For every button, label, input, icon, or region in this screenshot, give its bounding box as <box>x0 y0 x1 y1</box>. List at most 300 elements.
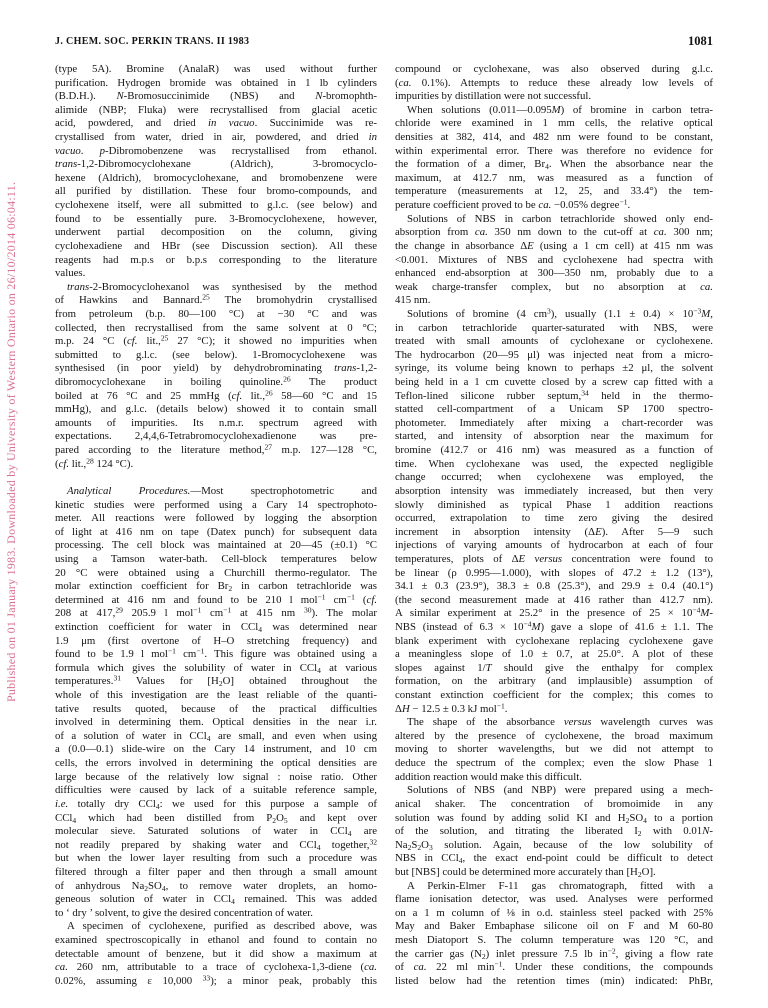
text-run: densities at 382, 414, and 482 nm were found to be constant, <box>395 131 713 144</box>
line-content <box>55 294 377 306</box>
page-number: 1081 <box>688 34 713 48</box>
paragraph <box>55 920 377 988</box>
subscript: 4 <box>458 856 463 866</box>
text-line <box>395 362 713 376</box>
text-line <box>55 240 377 254</box>
subscript: 2 <box>417 842 422 852</box>
text-line <box>395 417 713 431</box>
text-run: cells, the errors involved in determining the optical densities are <box>55 757 377 770</box>
line-content <box>55 417 377 429</box>
text-run: slopes against 1/ <box>395 661 486 674</box>
text-run: <0.001. Mixtures of NBS and cyclohexene had spectra with <box>395 253 713 266</box>
text-run: acid, powdered, and dried <box>55 117 209 130</box>
text-run: a meaningless slope of 1.0 ± 0.7, at 25.0°. A plot of these <box>395 648 713 661</box>
line-content <box>407 104 713 116</box>
text-run: cm <box>201 607 224 620</box>
text-line <box>55 880 377 894</box>
text-run: are small, and even when using <box>210 729 377 742</box>
line-content <box>395 662 713 674</box>
text-run: the formation of a dimer, Br <box>395 158 546 171</box>
text-run: from petroleum (b.p. 80—100 °C) at −30 °C and was <box>55 307 377 320</box>
text-line <box>395 934 713 948</box>
line-content <box>55 825 377 837</box>
italic-text: p <box>99 144 105 157</box>
line-content <box>55 172 377 184</box>
text-line <box>395 199 713 213</box>
text-run: maximum, at 412.7 nm, was measured as a function of <box>395 171 713 184</box>
superscript: 30 <box>303 605 312 615</box>
text-run: - <box>709 607 713 620</box>
text-run: the carrier gas (N <box>395 947 482 960</box>
text-run: lit., <box>242 389 266 402</box>
italic-text: trans <box>55 158 78 171</box>
superscript: 26 <box>283 374 291 384</box>
italic-text: E <box>527 239 534 252</box>
italic-text: cf. <box>366 593 378 606</box>
line-content <box>395 240 713 252</box>
line-content <box>55 403 377 415</box>
text-line <box>395 880 713 894</box>
right-column <box>395 63 713 988</box>
text-run: . When the absorbance near the <box>548 158 713 171</box>
line-content <box>55 267 85 279</box>
section <box>395 63 713 988</box>
text-run: molar extinction coefficient for Br <box>55 580 229 593</box>
section <box>55 485 377 989</box>
text-line <box>395 267 713 281</box>
text-line <box>395 675 713 689</box>
text-line <box>55 199 377 213</box>
text-run: of the solution, and titrating the liberated I <box>395 825 638 838</box>
line-content <box>395 430 713 442</box>
line-content <box>55 145 377 157</box>
text-line <box>395 607 713 621</box>
superscript: −4 <box>692 605 701 615</box>
text-run: ) of bromine in carbon tetra- <box>560 103 713 116</box>
text-run: are <box>351 825 377 838</box>
text-run: O <box>276 811 284 824</box>
text-run: O] obtained throughout the <box>222 675 377 688</box>
subscript: 4 <box>72 815 77 825</box>
text-run: impurities by distillation were not successful. <box>395 90 592 103</box>
text-line <box>395 254 713 268</box>
line-content <box>395 322 713 334</box>
text-line <box>395 743 713 757</box>
line-content <box>395 145 713 157</box>
line-content <box>55 185 377 197</box>
text-line <box>395 825 713 839</box>
text-run: examined spectroscopically in ethanol and found to contain no <box>55 934 377 946</box>
paragraph <box>395 104 713 213</box>
text-line <box>395 975 713 989</box>
text-line <box>55 226 377 240</box>
line-content <box>55 689 377 701</box>
text-line <box>395 594 713 608</box>
text-run: absorption intensity was immediately increased, but then very <box>395 484 713 497</box>
italic-text: versus <box>534 552 563 565</box>
text-run: listed below had the retention times (min) indicated: PhBr, <box>395 974 713 987</box>
text-run: extinction coefficient for water in CCl <box>55 620 259 633</box>
text-run: 260 nm, attributable to a trace of cyclohexa-1,3-diene ( <box>67 961 365 974</box>
text-run: chloride were examined in 1 mm cells, the relative optical <box>395 117 713 130</box>
line-content <box>55 635 377 647</box>
text-run: m.p. 127—128 °C, <box>272 444 377 457</box>
text-run: which had been distilled from P <box>76 811 273 824</box>
text-run: determined at 416 nm and found to be 210 l mol <box>55 593 318 606</box>
superscript: −1 <box>193 605 202 615</box>
text-line <box>55 689 377 703</box>
line-content <box>395 648 713 660</box>
text-run: A specimen of cyclohexene, purified as described above, was <box>67 920 377 933</box>
text-run: - <box>709 825 713 838</box>
text-run: treated with small amounts of cyclohexane or cyclohexene. <box>395 335 713 348</box>
text-run: —Most spectrophotometric and <box>190 484 377 497</box>
subscript: 2 <box>228 584 233 594</box>
text-run: A Perkin-Elmer F-11 gas chromatograph, fitted with a <box>407 879 713 892</box>
text-run: together, <box>320 838 370 851</box>
text-line <box>55 362 377 376</box>
text-run: solution. Again, because of the low solubility of <box>432 838 713 851</box>
text-line <box>395 185 713 199</box>
text-line <box>55 961 377 975</box>
text-line <box>55 662 377 676</box>
text-line <box>395 308 713 322</box>
line-content <box>55 376 377 388</box>
text-line <box>395 839 713 853</box>
text-line <box>395 322 713 336</box>
line-content <box>55 322 377 334</box>
text-run: -Bromosuccinimide (NBS) and <box>123 90 316 103</box>
line-content <box>55 131 377 143</box>
subscript: 4 <box>545 162 549 172</box>
text-run: mmHg), and g.l.c. (details below) showed it to contain small <box>55 403 377 416</box>
superscript: −3 <box>693 306 702 316</box>
italic-text: M <box>701 307 711 320</box>
line-content <box>407 213 713 225</box>
text-line <box>55 349 377 363</box>
italic-text: E <box>595 525 602 538</box>
superscript: 25 <box>202 292 210 302</box>
text-line <box>55 621 377 635</box>
subscript: 4 <box>258 624 263 634</box>
subscript: 2 <box>144 883 149 893</box>
subscript: 2 <box>625 815 630 825</box>
text-run: hexene (Aldrich), bromocyclohexane, and bromobenzene were <box>55 171 377 184</box>
line-content <box>395 757 713 769</box>
text-run: -1,2-Dibromocyclohexane (Aldrich), 3-bromocyclo- <box>77 158 377 171</box>
text-run: When solutions (0.011—0.095 <box>407 103 552 116</box>
text-run: and kept over <box>287 811 377 824</box>
text-line <box>55 539 377 553</box>
text-run: a (0.0—0.1) slide-wire on the Cary 14 instrument, and 10 cm <box>55 743 377 756</box>
text-run: ( <box>395 76 399 89</box>
text-run: Na <box>395 838 408 851</box>
text-run: O]. <box>641 865 656 878</box>
text-line <box>55 798 377 812</box>
line-content <box>395 798 713 810</box>
text-line <box>395 648 713 662</box>
text-run: ). The molar <box>311 607 378 620</box>
text-line <box>395 635 713 649</box>
text-line <box>395 730 713 744</box>
text-run: tative results quoted, because of the practical difficulties <box>55 702 377 715</box>
text-run: -1,2- <box>356 362 377 375</box>
text-run: constant extinction coefficient for the complex; this comes to <box>395 689 713 702</box>
line-content <box>395 90 591 102</box>
line-content <box>395 580 713 592</box>
line-content <box>55 90 377 102</box>
line-content <box>407 784 713 796</box>
paragraph <box>55 485 377 921</box>
text-line <box>55 90 377 104</box>
text-run: 350 nm down to the cut-off at <box>487 226 654 239</box>
text-run: but [NBS] could be determined more accurately than [H <box>395 865 638 878</box>
line-content <box>55 553 377 565</box>
superscript: −1 <box>496 701 505 711</box>
line-content <box>395 730 713 742</box>
text-line <box>395 158 713 172</box>
superscript: 25 <box>160 333 169 343</box>
italic-text: M <box>531 620 541 633</box>
line-content <box>395 594 713 606</box>
text-run: the change in absorbance Δ <box>395 239 528 252</box>
text-line <box>395 294 713 308</box>
text-line <box>395 621 713 635</box>
text-run: Solutions of NBS in carbon tetrachloride showed only end- <box>407 212 713 225</box>
text-run: temperatures, plots of Δ <box>395 552 519 565</box>
italic-text: cf. <box>126 335 138 348</box>
text-line <box>55 131 377 145</box>
text-run: Solutions of bromine (4 cm <box>407 307 547 320</box>
subscript: 5 <box>283 815 288 825</box>
line-content <box>55 866 377 878</box>
text-line <box>55 771 377 785</box>
text-run: of anhydrous Na <box>55 879 145 892</box>
line-content <box>395 553 713 565</box>
text-run: concentration were found to <box>562 552 713 565</box>
italic-text: cf. <box>58 457 70 470</box>
text-line <box>55 104 377 118</box>
text-line <box>55 322 377 336</box>
text-run: weak charge-transfer complex, but no absorption at <box>395 280 701 293</box>
text-run: . <box>504 702 508 715</box>
line-content <box>395 485 713 497</box>
text-run: not readily prepared by shaking water and CCl <box>55 838 317 851</box>
text-line <box>395 539 713 553</box>
line-content <box>395 403 713 415</box>
line-content <box>55 580 377 592</box>
section <box>55 63 377 471</box>
line-content <box>55 199 377 211</box>
text-run: mesh Diatoport S. The column temperature was 120 °C, and <box>395 934 713 946</box>
line-content <box>395 267 713 279</box>
text-run: enhanced end-absorption at 300—350 nm, probably due to a <box>395 267 713 280</box>
subscript: 4 <box>155 801 160 811</box>
line-content <box>55 880 377 892</box>
line-content <box>55 104 377 116</box>
line-content <box>395 417 713 429</box>
line-content <box>55 458 133 470</box>
line-content <box>395 539 713 551</box>
line-content <box>395 444 713 456</box>
text-line <box>395 240 713 254</box>
text-run: A similar experiment at 25.2° in the presence of 25 × 10 <box>395 607 693 620</box>
text-run: compound or cyclohexane, was also observed during g.l.c. <box>395 63 713 75</box>
text-run: ). After 5—9 such <box>601 525 714 538</box>
line-content <box>395 975 713 987</box>
text-line <box>395 526 713 540</box>
text-run: difficulties were caused by lack of a suitable reference sample, <box>55 784 377 797</box>
text-run: temperatures. <box>55 675 114 688</box>
text-run: wavelength curves was <box>591 716 714 729</box>
text-run: 0.1%). Attempts to reduce these already low levels of <box>411 76 713 89</box>
line-content <box>55 934 377 946</box>
text-run: -Dibromobenzene was recrystallised from ethanol. <box>104 144 378 157</box>
text-line <box>55 635 377 649</box>
text-line <box>55 675 377 689</box>
text-run: synthesised (in poor yield) by dehydrobrominating <box>55 362 335 375</box>
text-line <box>55 458 377 472</box>
line-content <box>395 362 713 374</box>
text-run: remained. This was added <box>234 893 377 906</box>
paragraph <box>55 281 377 472</box>
text-run: values. <box>55 267 86 280</box>
text-run: molecular sieve. Saturated solutions of water in CCl <box>55 825 348 838</box>
text-line <box>395 471 713 485</box>
line-content <box>395 866 656 878</box>
text-line <box>395 553 713 567</box>
line-content <box>395 825 713 837</box>
text-run: Teflon-lined silicone rubber septum, <box>395 389 582 402</box>
text-run: 415 nm. <box>395 294 431 307</box>
superscript: 28 <box>86 456 94 466</box>
line-content <box>407 308 713 320</box>
text-run: ) inlet pressure 7.5 lb in <box>485 947 608 960</box>
text-run: -bromophth- <box>322 90 378 103</box>
text-run: cm <box>175 648 197 661</box>
line-content <box>395 961 713 973</box>
subscript: 4 <box>231 897 235 907</box>
text-run: in carbon tetrachloride was <box>232 580 377 593</box>
line-content <box>395 934 713 946</box>
line-content <box>55 907 313 919</box>
text-line <box>395 567 713 581</box>
line-content <box>395 703 508 715</box>
text-run: 300 nm; <box>666 226 713 239</box>
text-line <box>395 390 713 404</box>
italic-text: ca. <box>653 226 667 239</box>
superscript: 32 <box>369 837 377 847</box>
text-line <box>395 335 713 349</box>
paragraph <box>55 63 377 281</box>
text-run: addition reaction would make this difficult. <box>395 770 582 783</box>
text-run: geneous solution of water in CCl <box>55 893 232 906</box>
text-run: S <box>411 838 418 851</box>
line-content <box>395 185 713 197</box>
text-run: of Hawkins and Bannard. <box>55 294 203 307</box>
text-run: anical shaker. The concentration of bromoimide in any <box>395 797 713 810</box>
subscript: 4 <box>643 815 647 825</box>
text-line <box>55 63 377 77</box>
text-run: formula which gives the solubility of water in CCl <box>55 661 318 674</box>
text-run: SO <box>629 811 644 824</box>
text-line <box>55 716 377 730</box>
text-line <box>55 267 377 281</box>
text-line <box>55 145 377 159</box>
text-run: meter. All reactions were followed by logging the absorption <box>55 512 377 525</box>
line-content <box>55 975 377 987</box>
superscript: 3 <box>546 306 551 316</box>
text-line <box>55 553 377 567</box>
italic-text: ca. <box>413 961 427 974</box>
text-run: (type 5A). Bromine (AnalaR) was used without further <box>55 63 377 75</box>
subscript: 2 <box>218 679 223 689</box>
download-watermark: Published on 01 January 1983. Downloaded by University of Western Ontario on 26/10/2014 06:04:11. <box>4 181 18 702</box>
text-run: moving to shorter wavelengths, but we did not attempt to <box>395 743 713 756</box>
text-line <box>395 852 713 866</box>
paragraph <box>395 213 713 308</box>
text-run: of light at 416 nm on tape (Datex punch) for subsequent data <box>55 525 377 538</box>
line-content <box>55 63 377 75</box>
text-run: −0.05% degree <box>551 199 620 212</box>
text-run: , the exact end-point could be difficult to detect <box>462 852 714 865</box>
text-run: CCl <box>55 811 73 824</box>
text-line <box>395 104 713 118</box>
line-content <box>395 499 713 511</box>
text-line <box>55 648 377 662</box>
text-run: ), usually (1.1 ± 0.4) × 10 <box>550 307 694 320</box>
line-content <box>55 444 377 456</box>
text-run: cyclohexadiene and HBr (see Discussion section). All these <box>55 239 377 252</box>
text-line <box>55 77 377 91</box>
text-run: found to be 1.9 l mol <box>55 648 168 661</box>
italic-text: M <box>700 607 710 620</box>
line-content <box>55 567 377 579</box>
subscript: 4 <box>161 883 166 893</box>
superscript: −4 <box>523 619 532 629</box>
text-line <box>395 458 713 472</box>
italic-text: N <box>116 90 124 103</box>
text-line <box>395 771 713 785</box>
text-run: bromine (412.7 or 416 nm) was measured as a function of <box>395 444 713 457</box>
line-content <box>395 526 713 538</box>
text-run: (B.D.H.). <box>55 90 117 103</box>
text-run: photometer. Immediately after mixing a chart-recorder was <box>395 416 713 429</box>
text-line <box>395 920 713 934</box>
line-content <box>55 893 377 905</box>
text-run: expectations. 2,4,4,6-Tetrabromocyclohexadienone was pre- <box>55 430 377 443</box>
line-content <box>55 662 377 674</box>
text-line <box>395 512 713 526</box>
line-content <box>395 172 713 184</box>
text-line <box>395 131 713 145</box>
text-line <box>395 689 713 703</box>
line-content <box>55 948 377 960</box>
line-content <box>395 294 430 306</box>
text-run: 20 °C were obtained using a Churchill thermo-regulator. The <box>55 566 377 579</box>
line-content <box>55 607 377 619</box>
line-content <box>395 852 713 864</box>
text-line <box>55 920 377 934</box>
text-run: pared according to the literature method, <box>55 444 265 457</box>
text-line <box>395 90 713 104</box>
subscript: 4 <box>206 733 211 743</box>
superscript: −1 <box>223 605 232 615</box>
line-content <box>55 594 377 606</box>
line-content <box>55 526 377 538</box>
line-content <box>55 703 377 715</box>
text-run: temperature (measurements at 12, 25, and 33.4°) the tem- <box>395 185 713 198</box>
